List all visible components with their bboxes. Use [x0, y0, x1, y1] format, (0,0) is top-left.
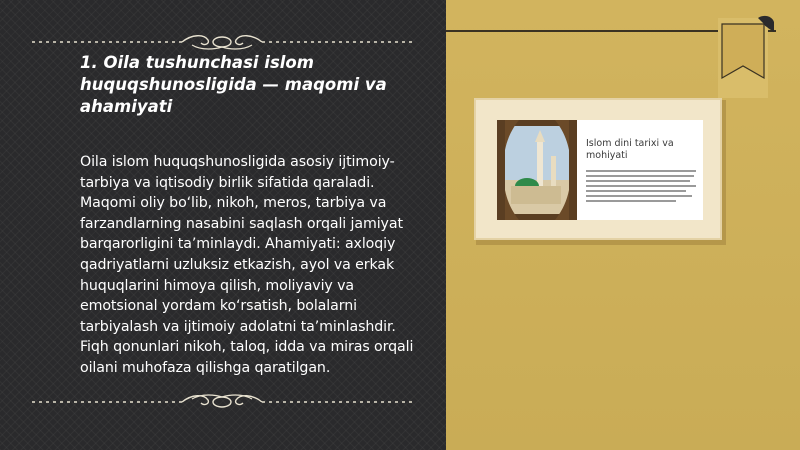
- ornament-divider-icon: [32, 31, 412, 53]
- thumbnail-card-text-lines: [586, 170, 698, 205]
- slide-title: 1. Oila tushunchasi islom huquqshunosligida — maqomi va ahamiyati: [80, 53, 387, 116]
- mosque-photo: [497, 120, 577, 220]
- ornament-divider-icon: [32, 391, 412, 413]
- slide-body-text: Oila islom huquqshunosligida asosiy ijtimoiy-tarbiya va iqtisodiy birlik sifatida qaraladi. Maqomi oliy bo‘lib, nikoh, meros, tarbiya va farzandlarning nasabini saqlash orqali jamiyat barqarorligini ta’minlaydi. Ahamiyati: axloqiy qadriyatlarni uzluksiz etkazish, ayol va erkak huquqlarini himoya qilish, moliyaviy va emotsional yordam ko‘rsatish, bolalarni tarbiyalash va ijtimoiy adolatni ta’minlashdir. Fiqh qonunlari nikoh, taloq, idda va miras orqali oilani muhofaza qilishga qaratilgan.: [80, 154, 414, 376]
- thumbnail-card-title: Islom dini tarixi va mohiyati: [586, 138, 674, 161]
- bookmark-ribbon-icon: [718, 14, 774, 98]
